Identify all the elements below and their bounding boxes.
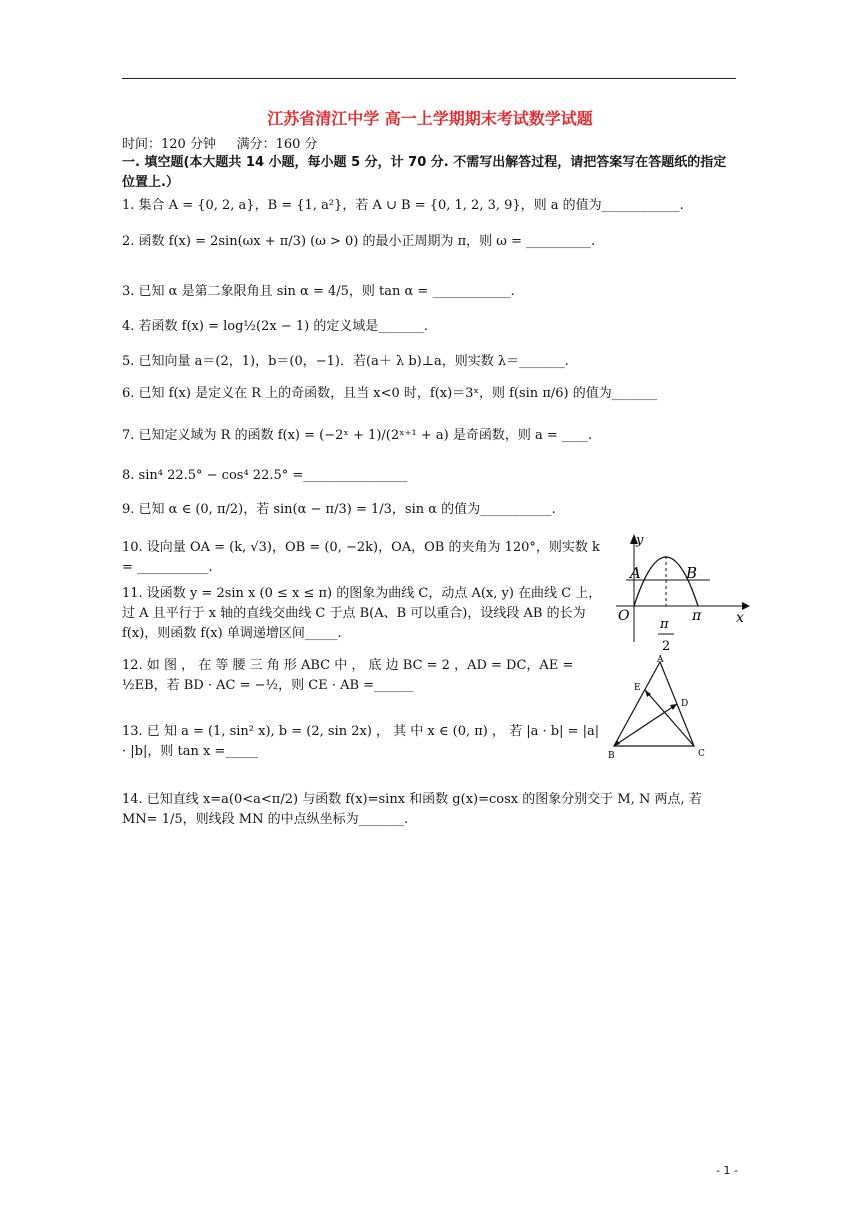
arrow-d bbox=[670, 704, 677, 710]
x-axis-arrow bbox=[742, 602, 750, 610]
question-5: 5. 已知向量 a＝(2，1)，b＝(0，−1)．若(a＋ λ b)⊥a，则实数 λ＝_______. bbox=[122, 354, 569, 369]
question-3: 3. 已知 α 是第二象限角且 sin α = 4/5，则 tan α = ____________. bbox=[122, 284, 515, 299]
question-4: 4. 若函数 f(x) = log½(2x − 1) 的定义域是_______. bbox=[122, 319, 428, 334]
page-title: 江苏省清江中学 高一上学期期末考试数学试题 bbox=[267, 109, 593, 128]
question-10: 10. 设向量 OA = (k, √3)，OB = (0, −2k)，OA，OB 的夹角为 120°，则实数 k = ___________. bbox=[122, 540, 600, 575]
question-14: 14. 已知直线 x=a(0<a<π/2) 与函数 f(x)=sinx 和函数 g(x)=cosx 的图象分别交于 M, N 两点, 若 MN= 1/5，则线段 MN 的中点纵坐标为_______. bbox=[122, 792, 702, 827]
label-vertex-b: B bbox=[608, 751, 615, 761]
label-vertex-c: C bbox=[698, 749, 705, 759]
label-point-e: E bbox=[634, 683, 641, 693]
exam-meta: 时间：120 分钟 满分：160 分 bbox=[122, 137, 318, 152]
section-heading: 一. 填空题(本大题共 14 小题，每小题 5 分，计 70 分. 不需写出解答过程，请把答案写在答题纸的指定位置上.） bbox=[122, 155, 727, 190]
question-13: 13. 已 知 a = (1, sin² x), b = (2, sin 2x) ， 其 中 x ∈ (0, π) ， 若 |a · b| = |a| · |b|，则 tan x =_____ bbox=[122, 724, 600, 759]
question-7: 7. 已知定义域为 R 的函数 f(x) = (−2ˣ + 1)/(2ˣ⁺¹ + a) 是奇函数，则 a = ____. bbox=[122, 428, 592, 443]
question-9: 9. 已知 α ∈ (0, π/2)，若 sin(α − π/3) = 1/3，sin α 的值为___________. bbox=[122, 502, 556, 517]
question-12: 12. 如 图 ， 在 等 腰 三 角 形 ABC 中 ， 底 边 BC = 2 ，AD = DC，AE = ½EB，若 BD · AC = −½，则 CE · AB =______ bbox=[122, 658, 574, 693]
label-x: x bbox=[736, 610, 744, 626]
page-number: - 1 - bbox=[716, 1164, 738, 1177]
header-rule bbox=[122, 78, 736, 79]
triangle-figure bbox=[604, 656, 716, 764]
label-point-d: D bbox=[681, 699, 689, 709]
question-6: 6. 已知 f(x) 是定义在 R 上的奇函数，且当 x<0 时，f(x)＝3ˣ，则 f(sin π/6) 的值为_______ bbox=[122, 386, 658, 401]
label-vertex-a: A bbox=[657, 655, 664, 665]
arrow-b bbox=[614, 740, 620, 746]
question-11: 11. 设函数 y = 2sin x (0 ≤ x ≤ π) 的图象为曲线 C，动点 A(x, y) 在曲线 C 上，过 A 且平行于 x 轴的直线交曲线 C 于点 B(A、B 可以重合)，设线段 AB 的长为 f(x)，则函数 f(x) 单调递增区间_____. bbox=[122, 586, 602, 641]
question-2: 2. 函数 f(x) = 2sin(ωx + π/3) (ω > 0) 的最小正周期为 π，则 ω = __________. bbox=[122, 234, 596, 249]
label-B: B bbox=[686, 564, 698, 582]
label-A: A bbox=[630, 564, 641, 582]
question-8: 8. sin⁴ 22.5° − cos⁴ 22.5° =________________ bbox=[122, 468, 408, 483]
label-half-pi-num: π bbox=[660, 617, 669, 632]
label-y: y bbox=[636, 533, 644, 548]
label-half-pi-den: 2 bbox=[662, 639, 671, 654]
sine-curve-figure bbox=[606, 532, 752, 656]
label-O: O bbox=[618, 608, 630, 624]
label-pi: π bbox=[692, 608, 702, 624]
segment-bd bbox=[614, 704, 677, 746]
question-1: 1. 集合 A = {0, 2, a}，B = {1, a²}，若 A ∪ B = {0, 1, 2, 3, 9}，则 a 的值为____________. bbox=[122, 198, 684, 213]
